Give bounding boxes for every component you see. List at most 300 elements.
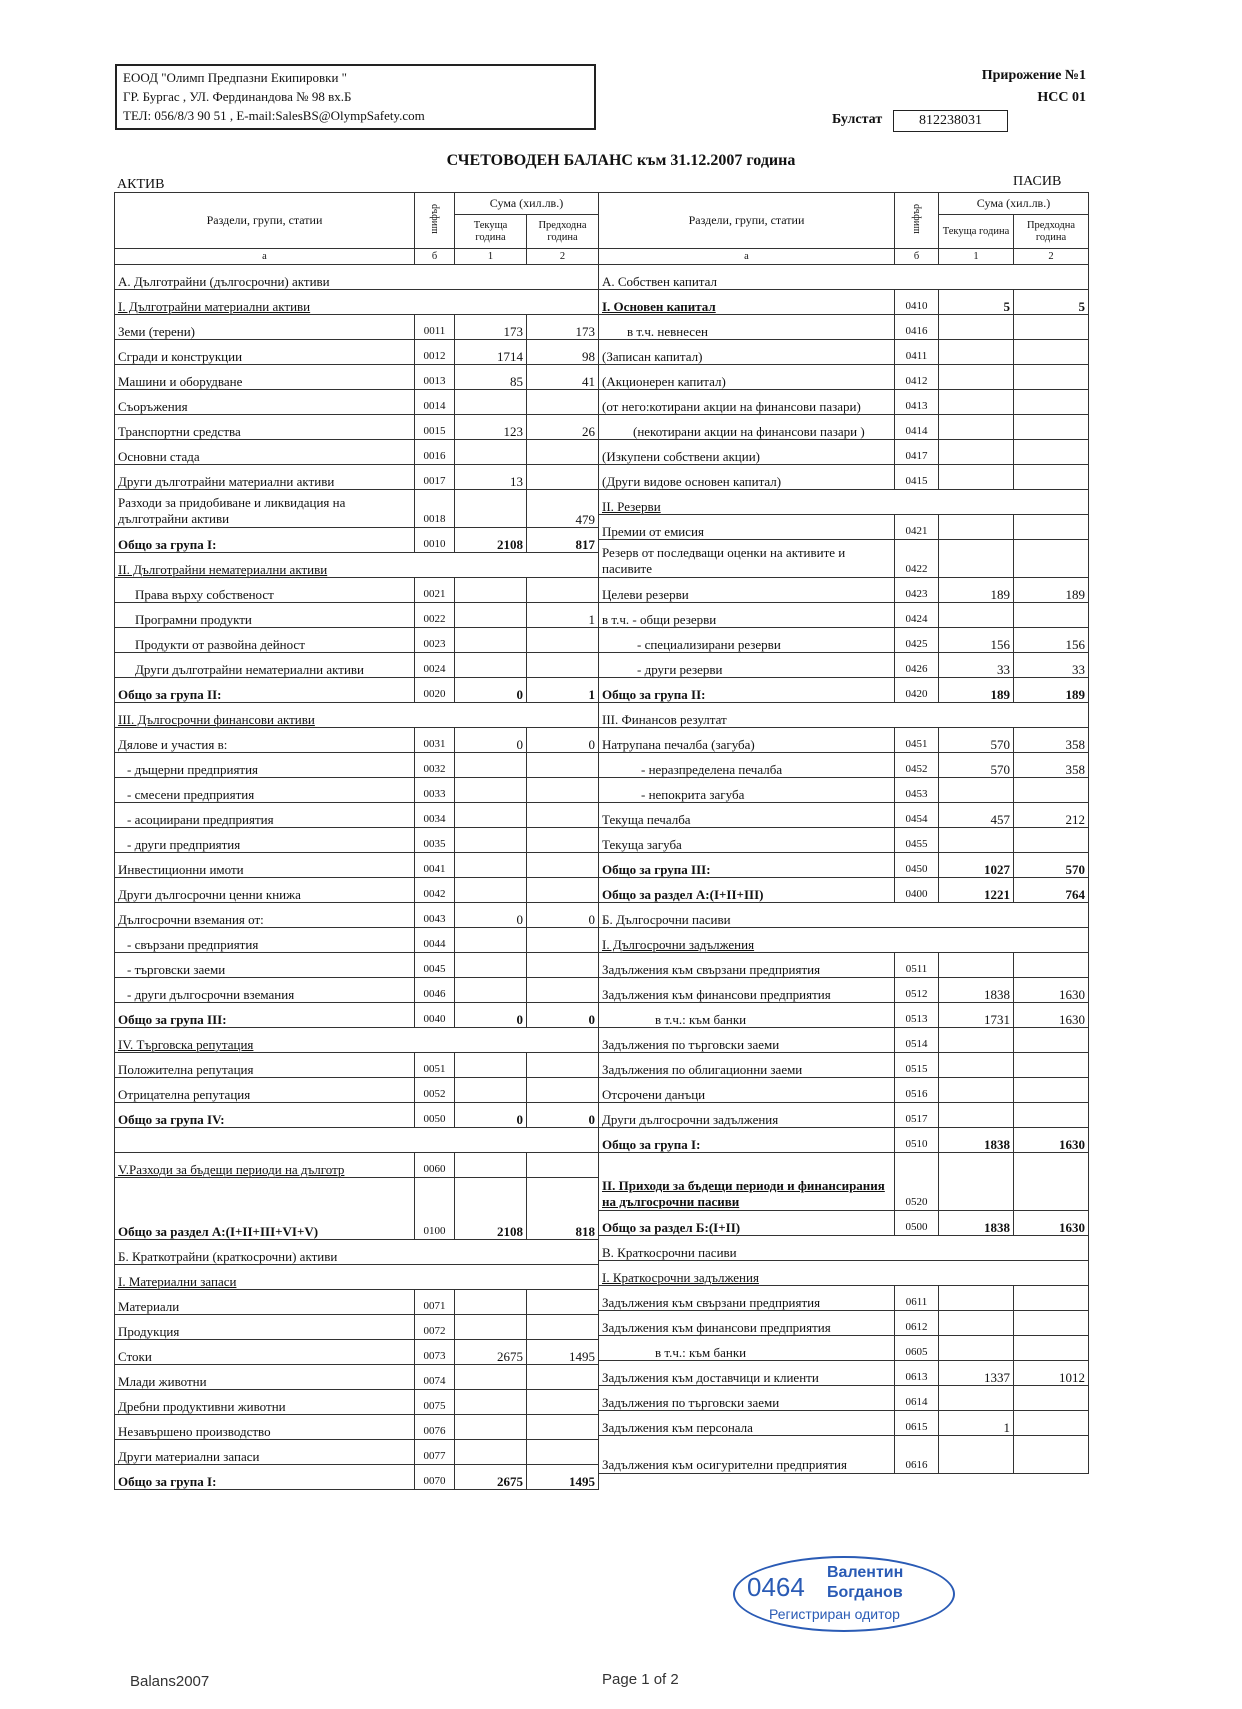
table-row	[115, 1290, 599, 1315]
row-code: 0611	[895, 1286, 939, 1311]
row-code: 0413	[895, 390, 939, 415]
page-title: СЧЕТОВОДЕН БАЛАНС към 31.12.2007 година	[446, 152, 796, 169]
row-label: Съоръжения	[115, 390, 415, 415]
previous-year-value	[1014, 1028, 1089, 1053]
table-row	[115, 365, 599, 390]
current-year-value	[939, 1386, 1014, 1411]
row-label: Материали	[115, 1290, 415, 1315]
table-row	[115, 878, 599, 903]
row-label: Отрицателна репутация	[115, 1078, 415, 1103]
previous-year-value: 212	[1014, 803, 1089, 828]
header-sections: Раздели, групи, статии	[599, 193, 895, 249]
row-code: 0450	[895, 853, 939, 878]
current-year-value	[455, 440, 527, 465]
table-row	[115, 1103, 599, 1128]
company-address: ГР. Бургас , УЛ. Фердинандова № 98 вх.Б	[123, 89, 352, 104]
current-year-value	[455, 878, 527, 903]
row-code: 0031	[415, 728, 455, 753]
previous-year-value: 358	[1014, 728, 1089, 753]
previous-year-value	[527, 753, 599, 778]
table-row	[115, 828, 599, 853]
row-label: Инвестиционни имоти	[115, 853, 415, 878]
previous-year-value	[527, 1078, 599, 1103]
row-code: 0051	[415, 1053, 455, 1078]
row-code: 0616	[895, 1436, 939, 1474]
previous-year-value: 1	[527, 603, 599, 628]
row-label: Общо за раздел А:(I+II+III)	[599, 878, 895, 903]
previous-year-value: 1630	[1014, 1128, 1089, 1153]
table-row	[115, 803, 599, 828]
row-code: 0400	[895, 878, 939, 903]
assets-table	[114, 192, 599, 1490]
row-label: Положителна репутация	[115, 1053, 415, 1078]
previous-year-value: 41	[527, 365, 599, 390]
header-code: шифър	[895, 193, 939, 249]
row-code: 0423	[895, 578, 939, 603]
row-code: 0013	[415, 365, 455, 390]
current-year-value	[939, 1053, 1014, 1078]
previous-year-value	[527, 1440, 599, 1465]
table-row	[115, 728, 599, 753]
table-row	[115, 1465, 599, 1490]
previous-year-value	[527, 440, 599, 465]
row-code: 0515	[895, 1053, 939, 1078]
previous-year-value	[1014, 1286, 1089, 1311]
row-label: Задължения към персонала	[599, 1411, 895, 1436]
row-code: 0412	[895, 365, 939, 390]
current-year-value: 156	[939, 628, 1014, 653]
current-year-value	[939, 603, 1014, 628]
previous-year-value	[527, 653, 599, 678]
current-year-value	[455, 653, 527, 678]
previous-year-value: 156	[1014, 628, 1089, 653]
current-year-value	[455, 1078, 527, 1103]
row-label: Основни стада	[115, 440, 415, 465]
previous-year-value	[1014, 1436, 1089, 1474]
previous-year-value: 1630	[1014, 978, 1089, 1003]
table-row	[115, 778, 599, 803]
row-label: - непокрита загуба	[599, 778, 895, 803]
current-year-value: 2108	[455, 1178, 527, 1240]
current-year-value	[939, 953, 1014, 978]
row-label: Дългосрочни вземания от:	[115, 903, 415, 928]
header-index: а	[115, 249, 415, 265]
table-row	[599, 728, 1089, 753]
current-year-value	[939, 340, 1014, 365]
row-code: 0017	[415, 465, 455, 490]
current-year-value: 2675	[455, 1340, 527, 1365]
table-row	[599, 1003, 1089, 1028]
row-label: - свързани предприятия	[115, 928, 415, 953]
table-row	[599, 928, 1089, 953]
current-year-value	[455, 1290, 527, 1315]
header-index: 2	[527, 249, 599, 265]
current-year-value: 1838	[939, 978, 1014, 1003]
previous-year-value	[1014, 1053, 1089, 1078]
current-year-value: 1337	[939, 1361, 1014, 1386]
row-code: 0410	[895, 290, 939, 315]
previous-year-value	[527, 1415, 599, 1440]
previous-year-value	[527, 1290, 599, 1315]
section-heading: Б. Дългосрочни пасиви	[599, 903, 1089, 928]
current-year-value	[939, 1153, 1014, 1211]
company-name: ЕООД "Олимп Предпазни Екипировки "	[123, 70, 347, 85]
row-label: Машини и оборудване	[115, 365, 415, 390]
row-label: (Изкупени собствени акции)	[599, 440, 895, 465]
row-label: Стоки	[115, 1340, 415, 1365]
previous-year-value: 189	[1014, 678, 1089, 703]
table-row	[115, 1365, 599, 1390]
current-year-value	[455, 953, 527, 978]
table-row	[599, 653, 1089, 678]
table-row	[599, 390, 1089, 415]
current-year-value	[455, 628, 527, 653]
row-label: Текуща печалба	[599, 803, 895, 828]
previous-year-value: 1630	[1014, 1003, 1089, 1028]
table-row	[599, 1411, 1089, 1436]
blank-row	[115, 1128, 599, 1153]
company-contacts: ТЕЛ: 056/8/3 90 51 , E-mail:SalesBS@OlympSafety.com	[123, 108, 425, 123]
row-code: 0045	[415, 953, 455, 978]
current-year-value: 85	[455, 365, 527, 390]
row-label: - търговски заеми	[115, 953, 415, 978]
table-row	[599, 753, 1089, 778]
previous-year-value: 0	[527, 1003, 599, 1028]
current-year-value: 33	[939, 653, 1014, 678]
row-label: Натрупана печалба (загуба)	[599, 728, 895, 753]
previous-year-value	[527, 978, 599, 1003]
current-year-value	[455, 853, 527, 878]
previous-year-value	[527, 628, 599, 653]
table-row	[115, 1240, 599, 1265]
previous-year-value	[527, 953, 599, 978]
row-label: Други материални запаси	[115, 1440, 415, 1465]
table-row	[599, 703, 1089, 728]
row-code: 0452	[895, 753, 939, 778]
previous-year-value	[1014, 540, 1089, 578]
previous-year-value	[527, 1390, 599, 1415]
previous-year-value	[1014, 1153, 1089, 1211]
row-label: - специализирани резерви	[599, 628, 895, 653]
current-year-value	[939, 1436, 1014, 1474]
table-row	[115, 490, 599, 528]
current-year-value: 1714	[455, 340, 527, 365]
table-row	[599, 465, 1089, 490]
table-row	[599, 628, 1089, 653]
row-code: 0077	[415, 1440, 455, 1465]
previous-year-value: 570	[1014, 853, 1089, 878]
row-code: 0510	[895, 1128, 939, 1153]
row-code: 0052	[415, 1078, 455, 1103]
table-row	[115, 315, 599, 340]
row-label: Задължения към свързани предприятия	[599, 1286, 895, 1311]
row-label: Общо за група I:	[115, 1465, 415, 1490]
row-label: Премии от емисия	[599, 515, 895, 540]
current-year-value	[939, 515, 1014, 540]
row-label: Целеви резерви	[599, 578, 895, 603]
section-heading: I. Дълготрайни материални активи	[115, 290, 599, 315]
row-label: Задължения по търговски заеми	[599, 1028, 895, 1053]
row-label: Общо за група III:	[115, 1003, 415, 1028]
row-code: 0100	[415, 1178, 455, 1240]
aktiv-label: АКТИВ	[117, 177, 165, 192]
table-row	[115, 978, 599, 1003]
table-row	[115, 553, 599, 578]
current-year-value	[455, 1365, 527, 1390]
row-label: Други дългосрочни ценни книжа	[115, 878, 415, 903]
previous-year-value	[527, 853, 599, 878]
row-code: 0516	[895, 1078, 939, 1103]
header-previous: Предходна година	[1014, 215, 1089, 249]
previous-year-value	[1014, 828, 1089, 853]
header-current: Текуща година	[455, 215, 527, 249]
previous-year-value	[527, 1053, 599, 1078]
current-year-value	[455, 490, 527, 528]
row-code: 0071	[415, 1290, 455, 1315]
row-code: 0073	[415, 1340, 455, 1365]
row-label: Общо за раздел Б:(I+II)	[599, 1211, 895, 1236]
row-label: Общо за група II:	[599, 678, 895, 703]
previous-year-value: 1495	[527, 1465, 599, 1490]
row-code: 0513	[895, 1003, 939, 1028]
row-label: Други дългосрочни задължения	[599, 1103, 895, 1128]
previous-year-value: 5	[1014, 290, 1089, 315]
current-year-value	[455, 803, 527, 828]
table-row	[115, 1003, 599, 1028]
table-row	[599, 1028, 1089, 1053]
row-label: Млади животни	[115, 1365, 415, 1390]
previous-year-value: 1	[527, 678, 599, 703]
section-heading: IV. Търговска репутация	[115, 1028, 599, 1053]
row-label: Сгради и конструкции	[115, 340, 415, 365]
row-code: 0451	[895, 728, 939, 753]
row-code: 0070	[415, 1465, 455, 1490]
current-year-value: 5	[939, 290, 1014, 315]
row-code: 0072	[415, 1315, 455, 1340]
current-year-value: 1221	[939, 878, 1014, 903]
header-index: 2	[1014, 249, 1089, 265]
table-row	[115, 290, 599, 315]
row-code: 0415	[895, 465, 939, 490]
row-code: 0614	[895, 1386, 939, 1411]
table-row	[599, 340, 1089, 365]
table-row	[115, 390, 599, 415]
current-year-value	[455, 603, 527, 628]
table-row	[115, 1440, 599, 1465]
previous-year-value	[1014, 1078, 1089, 1103]
current-year-value	[455, 1415, 527, 1440]
row-code: 0018	[415, 490, 455, 528]
header-index: 1	[455, 249, 527, 265]
previous-year-value	[527, 803, 599, 828]
current-year-value	[939, 415, 1014, 440]
current-year-value: 0	[455, 903, 527, 928]
table-row	[599, 1236, 1089, 1261]
table-row	[115, 528, 599, 553]
row-label: Задължения към финансови предприятия	[599, 1311, 895, 1336]
current-year-value: 0	[455, 1103, 527, 1128]
table-row	[115, 678, 599, 703]
current-year-value	[455, 778, 527, 803]
row-code: 0044	[415, 928, 455, 953]
previous-year-value	[1014, 1336, 1089, 1361]
row-label: Дребни продуктивни животни	[115, 1390, 415, 1415]
previous-year-value	[1014, 340, 1089, 365]
previous-year-value: 817	[527, 528, 599, 553]
table-row	[599, 315, 1089, 340]
table-row	[599, 878, 1089, 903]
stamp-first-name: Валентин	[827, 1564, 904, 1581]
current-year-value	[455, 753, 527, 778]
previous-year-value	[527, 828, 599, 853]
table-row	[115, 703, 599, 728]
row-code: 0022	[415, 603, 455, 628]
row-label: (Акционерен капитал)	[599, 365, 895, 390]
current-year-value	[939, 778, 1014, 803]
current-year-value	[939, 1336, 1014, 1361]
row-code: 0050	[415, 1103, 455, 1128]
row-label: - неразпределена печалба	[599, 753, 895, 778]
row-code: 0023	[415, 628, 455, 653]
pasiv-label: ПАСИВ	[1013, 174, 1062, 189]
previous-year-value: 0	[527, 903, 599, 928]
row-label: Транспортни средства	[115, 415, 415, 440]
row-code: 0060	[415, 1153, 455, 1178]
row-code: 0411	[895, 340, 939, 365]
row-label: I. Основен капитал	[599, 290, 895, 315]
header-sum: Сума (хил.лв.)	[455, 193, 599, 215]
row-code: 0425	[895, 628, 939, 653]
row-code: 0615	[895, 1411, 939, 1436]
current-year-value: 457	[939, 803, 1014, 828]
row-code: 0517	[895, 1103, 939, 1128]
table-row	[599, 1286, 1089, 1311]
table-row	[115, 1265, 599, 1290]
table-row	[115, 628, 599, 653]
row-code: 0420	[895, 678, 939, 703]
previous-year-value	[527, 465, 599, 490]
table-row	[115, 603, 599, 628]
previous-year-value: 1495	[527, 1340, 599, 1365]
current-year-value	[455, 578, 527, 603]
header-index: а	[599, 249, 895, 265]
table-row	[599, 265, 1089, 290]
current-year-value: 2675	[455, 1465, 527, 1490]
previous-year-value	[1014, 1103, 1089, 1128]
current-year-value	[939, 1078, 1014, 1103]
table-row	[599, 1311, 1089, 1336]
current-year-value: 1838	[939, 1211, 1014, 1236]
table-row	[599, 1053, 1089, 1078]
row-code: 0417	[895, 440, 939, 465]
previous-year-value	[1014, 1386, 1089, 1411]
row-label: в т.ч. - общи резерви	[599, 603, 895, 628]
previous-year-value	[1014, 315, 1089, 340]
table-row	[115, 265, 599, 290]
current-year-value: 2108	[455, 528, 527, 553]
section-heading: II. Дълготрайни нематериални активи	[115, 553, 599, 578]
table-row	[599, 1336, 1089, 1361]
row-label: Общо за група III:	[599, 853, 895, 878]
row-code: 0014	[415, 390, 455, 415]
row-label: II. Приходи за бъдещи периоди и финансирания на дългосрочни пасиви	[599, 1153, 895, 1211]
previous-year-value	[1014, 415, 1089, 440]
table-row	[115, 1415, 599, 1440]
previous-year-value	[1014, 953, 1089, 978]
current-year-value	[939, 1028, 1014, 1053]
row-code: 0075	[415, 1390, 455, 1415]
previous-year-value	[527, 778, 599, 803]
previous-year-value: 173	[527, 315, 599, 340]
current-year-value	[939, 1311, 1014, 1336]
table-row	[115, 415, 599, 440]
table-row	[115, 1315, 599, 1340]
table-row	[599, 953, 1089, 978]
row-label: - смесени предприятия	[115, 778, 415, 803]
row-label: в т.ч.: към банки	[599, 1336, 895, 1361]
table-row	[599, 490, 1089, 515]
row-label: V.Разходи за бъдещи периоди на дълготр	[115, 1153, 415, 1178]
row-code: 0511	[895, 953, 939, 978]
table-row	[599, 540, 1089, 578]
section-heading: III. Финансов резултат	[599, 703, 1089, 728]
table-row	[599, 1153, 1089, 1211]
current-year-value	[455, 1153, 527, 1178]
footer-page: Page 1 of 2	[602, 1671, 679, 1688]
row-code: 0043	[415, 903, 455, 928]
current-year-value	[455, 1440, 527, 1465]
row-label: Общо за група I:	[599, 1128, 895, 1153]
row-code: 0010	[415, 528, 455, 553]
row-code: 0016	[415, 440, 455, 465]
row-label: Общо за група II:	[115, 678, 415, 703]
current-year-value: 1731	[939, 1003, 1014, 1028]
previous-year-value	[1014, 365, 1089, 390]
previous-year-value	[527, 390, 599, 415]
row-label: (Други видове основен капитал)	[599, 465, 895, 490]
current-year-value: 1	[939, 1411, 1014, 1436]
table-row	[115, 440, 599, 465]
current-year-value	[455, 1390, 527, 1415]
liabilities-table	[598, 192, 1089, 1474]
current-year-value: 570	[939, 728, 1014, 753]
row-code: 0424	[895, 603, 939, 628]
table-row	[115, 578, 599, 603]
table-row	[599, 1386, 1089, 1411]
table-row	[115, 1340, 599, 1365]
current-year-value: 0	[455, 728, 527, 753]
bulstat-label: Булстат	[832, 112, 883, 127]
previous-year-value: 33	[1014, 653, 1089, 678]
table-row	[599, 578, 1089, 603]
current-year-value	[939, 365, 1014, 390]
current-year-value: 189	[939, 578, 1014, 603]
stamp-last-name: Богданов	[827, 1584, 903, 1601]
row-code: 0455	[895, 828, 939, 853]
bulstat-value: 812238031	[893, 110, 1008, 132]
row-label: Задължения към осигурителни предприятия	[599, 1436, 895, 1474]
previous-year-value: 358	[1014, 753, 1089, 778]
current-year-value: 570	[939, 753, 1014, 778]
stamp-role: Регистриран одитор	[769, 1606, 900, 1622]
current-year-value	[455, 928, 527, 953]
row-code: 0414	[895, 415, 939, 440]
table-row	[599, 290, 1089, 315]
table-row	[115, 465, 599, 490]
section-heading: I. Дългосрочни задължения	[599, 928, 1089, 953]
row-label: - други предприятия	[115, 828, 415, 853]
previous-year-value	[1014, 440, 1089, 465]
